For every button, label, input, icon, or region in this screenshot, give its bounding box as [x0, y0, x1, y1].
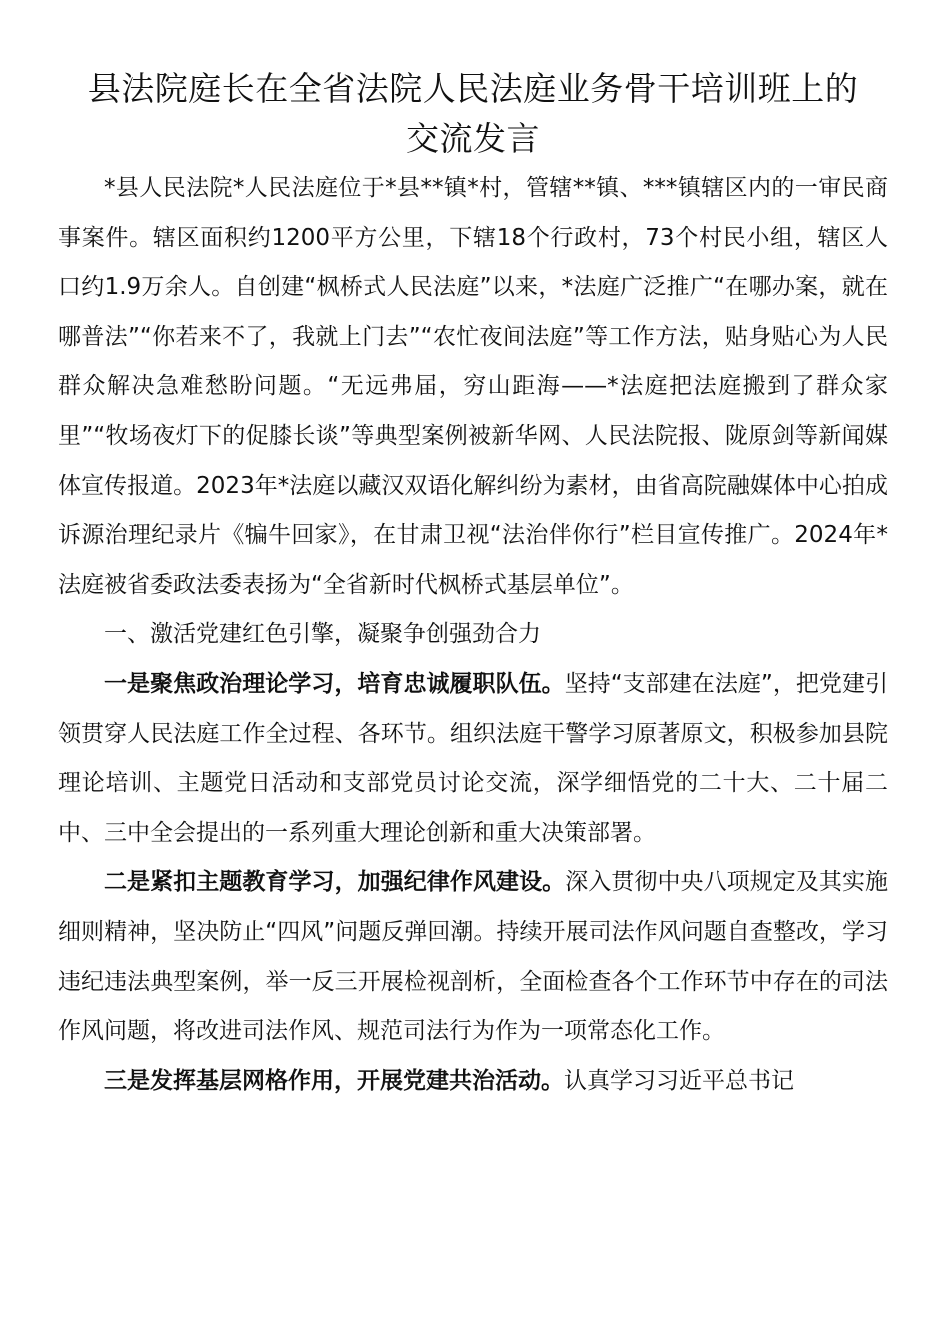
section-1-heading: 一、激活党建红色引擎，凝聚争创强劲合力 — [104, 621, 541, 648]
paragraph-2-body: 深入贯彻中央八项规定及其实施细则精神，坚决防止“四风”问题反弹回潮。持续开展司法作风问题自查整改，学习违纪违法典型案例，举一反三开展检视剖析，全面检查各个工作环节中存在的司法作风问题，将改进司法作风、规范司法行为作为一项常态化工作。 — [58, 869, 889, 1045]
document-title — [58, 64, 888, 164]
paragraph-3 — [58, 1057, 888, 1107]
paragraph-2 — [58, 858, 888, 1056]
document-page — [58, 64, 888, 1106]
paragraph-1 — [58, 660, 888, 858]
paragraph-3-body: 认真学习习近平总书记 — [564, 1067, 794, 1094]
intro-paragraph: *县人民法院*人民法庭位于*县**镇*村，管辖**镇、***镇辖区内的一审民商事案件。辖区面积约1200平方公里，下辖18个行政村，73个村民小组，辖区人口约1.9万余人。自创建“枫桥式人民法庭”以来，*法庭广泛推广“在哪办案，就在哪普法”“你若来不了，我就上门去”“农忙夜间法庭”等工作方法，贴身贴心为人民群众解决急难愁盼问题。“无远弗届，穷山距海——*法庭把法庭搬到了群众家里”“牧场夜灯下的促膝长谈”等典型案例被新华网、人民法院报、陇原剑等新闻媒体宣传报道。2023年*法庭以藏汉双语化解纠纷为素材，由省高院融媒体中心拍成诉源治理纪录片《犏牛回家》，在甘肃卫视“法治伴你行”栏目宣传推广。2024年*法庭被省委政法委表扬为“全省新时代枫桥式基层单位”。 — [58, 175, 888, 598]
title-line-2: 交流发言 — [406, 119, 540, 158]
title-line-1: 县法院庭长在全省法院人民法庭业务骨干培训班上的 — [87, 69, 859, 108]
paragraph-3-lead: 三是发挥基层网格作用，开展党建共治活动。 — [104, 1067, 564, 1094]
paragraph-1-body: 坚持“支部建在法庭”，把党建引领贯穿人民法庭工作全过程、各环节。组织法庭干警学习原著原文，积极参加县院理论培训、主题党日活动和支部党员讨论交流，深学细悟党的二十大、二十届二中、三中全会提出的一系列重大理论创新和重大决策部署。 — [58, 670, 888, 846]
paragraph-2-lead: 二是紧扣主题教育学习，加强纪律作风建设。 — [104, 869, 566, 896]
paragraph-1-lead: 一是聚焦政治理论学习，培育忠诚履职队伍。 — [104, 670, 565, 697]
